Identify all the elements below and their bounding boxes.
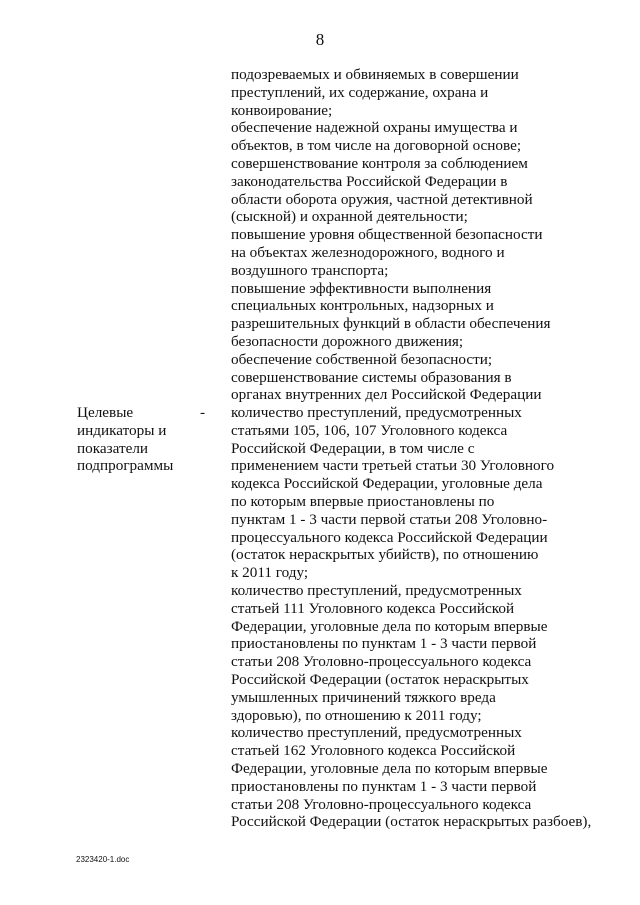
text-line: статьей 111 Уголовного кодекса Российской bbox=[231, 599, 515, 617]
text-line: законодательства Российской Федерации в bbox=[231, 172, 508, 190]
text-line: на объектах железнодорожного, водного и bbox=[231, 243, 505, 261]
text-line: специальных контрольных, надзорных и bbox=[231, 297, 494, 315]
label-dash: - bbox=[200, 404, 206, 421]
text-line: органах внутренних дел Российской Федерации bbox=[231, 386, 542, 404]
indicators-text-block bbox=[231, 404, 592, 831]
text-line: повышение эффективности выполнения bbox=[231, 279, 492, 297]
page-number: 8 bbox=[315, 30, 325, 49]
text-line: Федерации, уголовные дела по которым впервые bbox=[231, 759, 548, 777]
text-line: Федерации, уголовные дела по которым впервые bbox=[231, 617, 548, 635]
text-line: совершенствование контроля за соблюдением bbox=[231, 154, 528, 172]
text-line: количество преступлений, предусмотренных bbox=[231, 724, 522, 742]
text-line: безопасности дорожного движения; bbox=[231, 332, 464, 350]
text-line: обеспечение надежной охраны имущества и bbox=[231, 119, 518, 137]
text-line: статьи 208 Уголовно-процессуального кодекса bbox=[231, 653, 532, 671]
text-line: воздушного транспорта; bbox=[231, 261, 389, 279]
text-line: количество преступлений, предусмотренных bbox=[231, 581, 522, 599]
text-line: (остаток нераскрытых убийств), по отношению bbox=[231, 546, 539, 564]
text-line: приостановлены по пунктам 1 - 3 части первой bbox=[231, 635, 537, 653]
text-line: конвоирование; bbox=[231, 101, 333, 119]
label-line: показатели bbox=[77, 439, 149, 457]
text-line: умышленных причинений тяжкого вреда bbox=[231, 688, 496, 706]
text-line: объектов, в том числе на договорной основе; bbox=[231, 137, 522, 155]
text-line: здоровью), по отношению к 2011 году; bbox=[231, 706, 482, 724]
label-line: подпрограммы bbox=[77, 457, 174, 475]
text-line: статьей 162 Уголовного кодекса Российской bbox=[231, 742, 516, 760]
text-line: кодекса Российской Федерации, уголовные дела bbox=[231, 475, 543, 493]
text-line: статьи 208 Уголовно-процессуального кодекса bbox=[231, 795, 532, 813]
label-line: индикаторы и bbox=[77, 421, 167, 439]
text-line: разрешительных функций в области обеспечения bbox=[231, 315, 551, 333]
text-line: (сыскной) и охранной деятельности; bbox=[231, 208, 468, 226]
text-line: пунктам 1 - 3 части первой статьи 208 Уголовно- bbox=[231, 510, 548, 528]
text-line: Российской Федерации (остаток нераскрытых разбоев), bbox=[231, 813, 592, 831]
text-line: повышение уровня общественной безопасности bbox=[231, 226, 543, 244]
text-line: Российской Федерации, в том числе с bbox=[231, 439, 475, 457]
text-line: Российской Федерации (остаток нераскрытых bbox=[231, 670, 529, 688]
text-line: преступлений, их содержание, охрана и bbox=[231, 83, 489, 101]
footer-filename: 2323420-1.doc bbox=[76, 855, 130, 864]
text-line: применением части третьей статьи 30 Уголовного bbox=[231, 457, 555, 475]
text-line: процессуального кодекса Российской Федерации bbox=[231, 528, 548, 546]
text-line: по которым впервые приостановлены по bbox=[231, 492, 495, 510]
text-line: к 2011 году; bbox=[231, 564, 309, 582]
text-line: подозреваемых и обвиняемых в совершении bbox=[231, 66, 519, 83]
text-line: области оборота оружия, частной детективной bbox=[231, 190, 533, 208]
text-line: статьями 105, 106, 107 Уголовного кодекса bbox=[231, 421, 508, 439]
text-line: количество преступлений, предусмотренных bbox=[231, 404, 522, 421]
section-label bbox=[77, 404, 173, 475]
text-line: обеспечение собственной безопасности; bbox=[231, 350, 493, 368]
text-line: совершенствование системы образования в bbox=[231, 368, 512, 386]
label-line: Целевые bbox=[77, 404, 134, 421]
top-text-block bbox=[231, 66, 571, 404]
text-line: приостановлены по пунктам 1 - 3 части первой bbox=[231, 777, 537, 795]
